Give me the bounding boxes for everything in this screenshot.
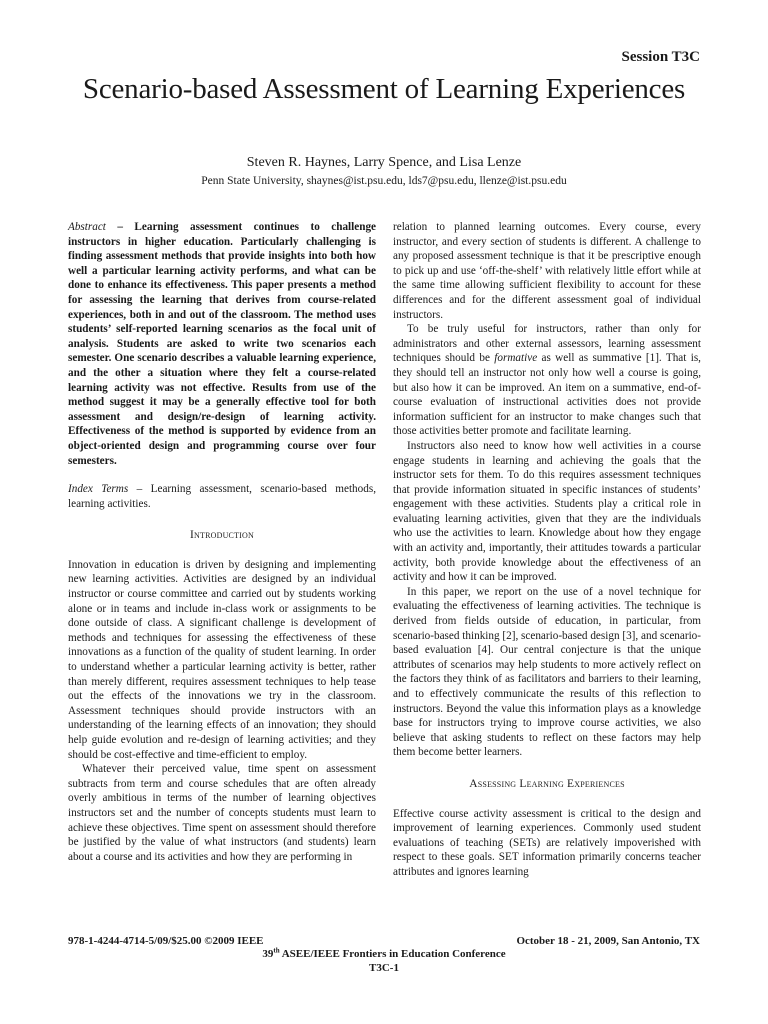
paragraph-formative (393, 322, 701, 439)
formative-em: formative (494, 352, 538, 365)
index-terms-text: – Learning assessment, scenario-based methods, learning activities. (68, 483, 376, 510)
intro-paragraph-2: Whatever their perceived value, time spent on assessment subtracts from term and course schedules that are often already overly ambitious in terms of the number of learning objectives instructors set and the number of concepts students must learn to achieve these objectives. Time spent on assessment should therefore be justified by the value of what instructors (and students) learn about a course and its activities and how they are performing in (68, 763, 376, 863)
section-heading-introduction: Introduction (189, 529, 254, 542)
right-column (393, 220, 701, 880)
footer-isbn: 978-1-4244-4714-5/09/$25.00 ©2009 IEEE (68, 935, 264, 947)
abstract-lead: Abstract (68, 221, 106, 233)
footer-conf-text: ASEE/IEEE Frontiers in Education Conference (279, 948, 506, 960)
paper-title: Scenario-based Assessment of Learning Experiences (82, 73, 686, 105)
footer-date: October 18 - 21, 2009, San Antonio, TX (516, 935, 700, 947)
index-terms (68, 482, 376, 511)
paragraph-continuation: relation to planned learning outcomes. Every course, every instructor, and every section of students is different. A challenge to any proposed assessment technique is that it be prescriptive enough to pick up and use ‘off-the-shelf’ with relatively little effort while at the same time allowing sufficient flexibility to account for these differences and for the different assessment goal of individual instructors. (393, 221, 701, 321)
footer-conf-num: 39 (262, 948, 274, 960)
affiliation: Penn State University, shaynes@ist.psu.edu, lds7@psu.edu, llenze@ist.psu.edu (201, 175, 567, 187)
paragraph-this-paper: In this paper, we report on the use of a novel technique for evaluating the effectiveness of learning activities. The technique is derived from fields outside of education, in particular, from scenario-based thinking [2], scenario-based design [3], and scenario-based evaluation [4]. Our central conjecture is that the unique attributes of scenarios may help students to more actively reflect on the factors they think of as facilitators and barriers to their learning, and to effectively communicate the results of this reflection to instructors. Beyond the value this information plays as a knowledge base for instructors trying to improve course activities, we also believe that asking students to reflect on these factors may help them become better learners. (393, 585, 701, 759)
intro-paragraph-1: Innovation in education is driven by designing and implementing new learning activities. Activities are designed by an individual instructor or course committee and carried out by students working alone or in teams and include in-class work or assignments to be done outside of class. A significant challenge is development of methods and techniques for assessing the effectiveness of these innovations as a function of the quality of student learning. In order to understand whether a particular learning activity is better, rather than merely different, requires assessment techniques to help tease out the effects of the innovations we try in the classroom. Assessment techniques should provide instructors with an understanding of the learning effects of an innovation; they should help guide evolution and re-design of learning activities; and they should be cost-effective and time-efficient to employ. (68, 558, 376, 761)
footer-page-number: T3C-1 (369, 962, 399, 974)
footer-conference (68, 948, 700, 960)
paragraph-instructors: Instructors also need to know how well activities in a course engage students in learning and achieving the goals that the instructor sets for them. To do this requires assessment techniques that provide information situated in specific instances of students’ engagement with these activities. Students play a critical role in evaluating learning activities, given that they are the individuals who use the activities to learn. Knowledge about how they engage with an activity and, importantly, their attitudes towards a particular activity, both provide knowledge about the effectiveness of an activity and how it can be improved. (393, 439, 701, 584)
assessing-paragraph: Effective course activity assessment is critical to the design and improvement of learning experiences. Commonly used student evaluations of teaching (SETs) are relatively impoverished with respect to these goals. SET information primarily concerns teacher attributes and ignores learning (393, 807, 701, 878)
formative-pre: To be truly useful for instructors, rather than only for administrators and other external assessors, learning assessment techniques should be (393, 323, 701, 365)
index-terms-lead: Index Terms (68, 483, 129, 496)
session-label: Session T3C (621, 49, 700, 65)
abstract (68, 220, 376, 468)
section-heading-assessing: Assessing Learning Experiences (469, 777, 625, 790)
left-column (68, 220, 376, 864)
authors: Steven R. Haynes, Larry Spence, and Lisa Lenze (246, 155, 522, 170)
abstract-text: – Learning assessment continues to challenge instructors in higher education. Particularly challenging is finding assessment methods that provide insights into both how well a particular learning activity performs, and what can be done to enhance its effectiveness. This paper presents a method for assessing the learning that derives from course-related experiences, both in and out of the classroom. The method uses students’ self-reported learning scenarios as the focal unit of analysis. Students are asked to write two scenarios each semester. One scenario describes a valuable learning experience, and the other a situation where they felt a course-related learning activity was not effective. Results from use of the method suggest it may be a generally effective tool for both assessment and design/re-design of learning activity. Effectiveness of the method is supported by evidence from an object-oriented design and programming course over four semesters. (68, 221, 376, 467)
footer-conf-sup: th (273, 946, 280, 955)
formative-post: as well as summative [1]. That is, they should tell an instructor not only how well a course is going, but also how it can be improved. An item on a summative, end-of-course evaluation of instructional activities does not provide information sufficient for an instructor to make changes such that those activities better promote and facilitate learning. (393, 352, 701, 438)
